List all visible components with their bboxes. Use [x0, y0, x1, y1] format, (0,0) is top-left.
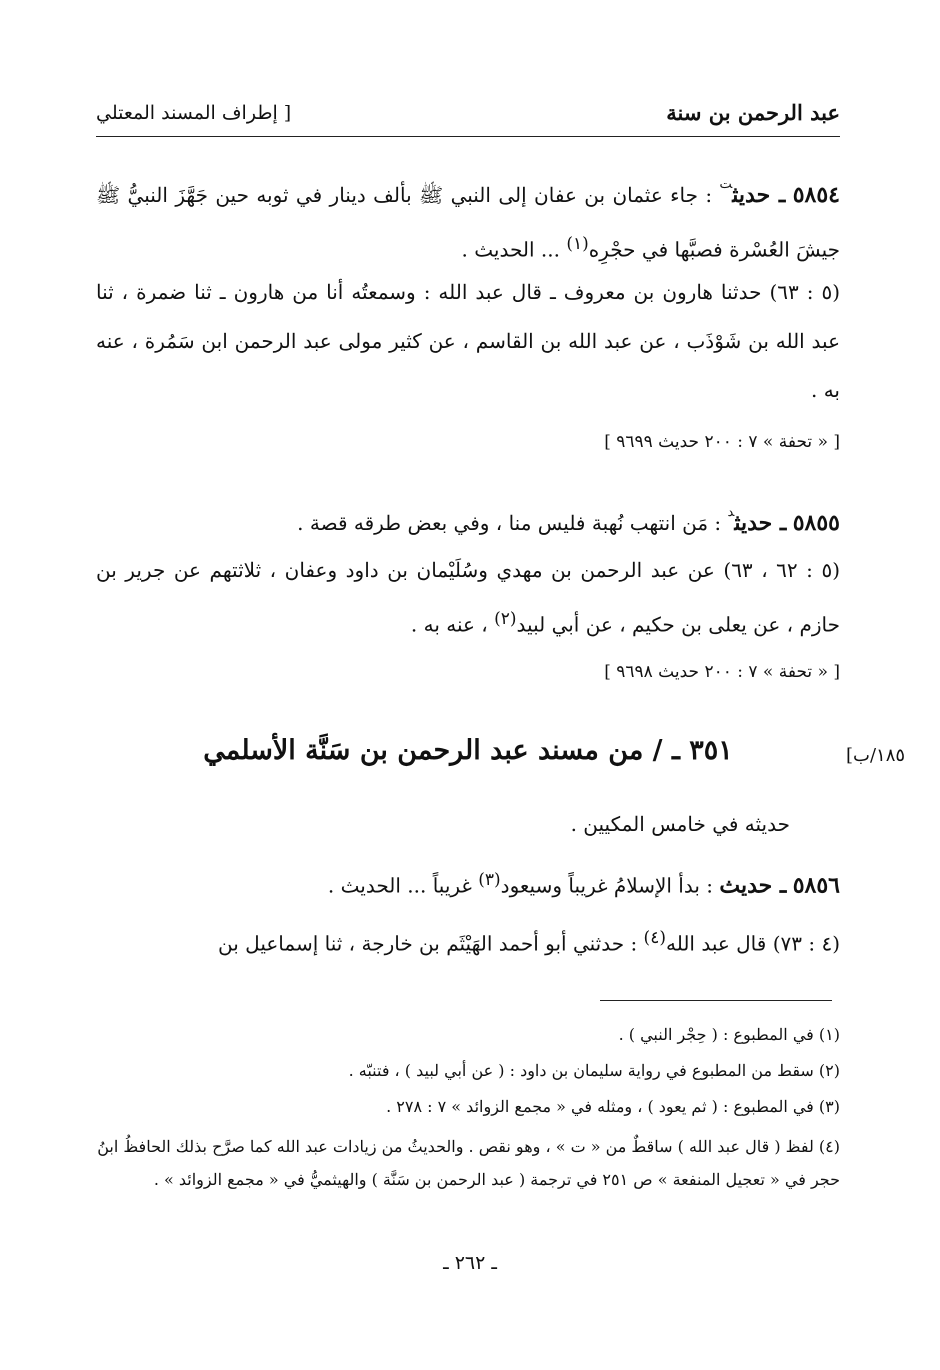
- tuhfa-ref-5855: [ « تحفة » ٧ : ٢٠٠ حديث ٩٦٩٨ ]: [604, 662, 840, 682]
- hadith-keyword: ـ حديث: [732, 182, 786, 208]
- source-mark: د: [727, 505, 735, 520]
- hadith-number: ٥٨٥٤: [792, 182, 840, 208]
- hadith-text: : مَن انتهب نُهبة فليس منا ، وفي بعض طرقه قصة .: [297, 511, 722, 535]
- hadith-keyword: ـ حديث: [734, 510, 787, 536]
- footnote-rule: [600, 1000, 832, 1001]
- hadith-text: : جاء عثمان بن عفان إلى النبي ﷺ بألف دينار في ثوبه حين جَهَّزَ النبيُّ ﷺ جيشَ العُسْرة فصبَّها في حجْرِه: [96, 183, 840, 262]
- hadith-tail: غريباً ... الحديث .: [327, 873, 472, 898]
- section-intro: حديثه في خامس المكيين .: [570, 812, 790, 836]
- tuhfa-ref-5854: [ « تحفة » ٧ : ٢٠٠ حديث ٩٦٩٩ ]: [604, 432, 840, 452]
- hadith-number: ٥٨٥٦: [792, 872, 840, 899]
- running-header: [96, 100, 840, 130]
- footnote-ref: (١): [566, 234, 589, 254]
- hadith-5855: [96, 488, 840, 548]
- isnad-5855: [96, 546, 840, 650]
- footnote-2: (٢) سقط من المطبوع في رواية سليمان بن داود : ( عن أبي لبيد ) ، فتنبّه .: [348, 1061, 840, 1080]
- page-number: ـ ٢٦٢ ـ: [443, 1252, 497, 1274]
- footnote-3: (٣) في المطبوع : ( ثم يعود ) ، ومثله في « مجمع الزوائد » ٧ : ٢٧٨ .: [386, 1097, 840, 1116]
- footnote-ref: (٤): [643, 928, 666, 948]
- hadith-keyword: ـ حديث: [719, 872, 787, 899]
- footnote-4: (٤) لفظ ( قال عبد الله ) ساقطٌ من « ت » ، وهو نقص . والحديثُ من زيادات عبد الله كما صرَّح بذلك الحافظُ ابنُ حجر في « تعجيل المنفعة » ص ٢٥١ في ترجمة ( عبد الرحمن بن سَنَّة ) والهيثميُّ في « مجمع الزوائد » .: [97, 1137, 840, 1189]
- isnad-5856: [96, 914, 840, 969]
- isnad-tail: : حدثني أبو أحمد الهَيْثَم بن خارجة ، ثنا إسماعيل بن: [218, 931, 638, 956]
- source-mark: ت: [719, 177, 733, 192]
- hadith-text: : بدأ الإسلامُ غريباً وسيعود: [500, 873, 714, 898]
- isnad-tail: ، عنه به .: [410, 612, 488, 637]
- header-title: عبد الرحمن بن سنة: [666, 100, 840, 125]
- isnad-text: (٥ : ٦٢ ، ٦٣) عن عبد الرحمن بن مهدي وسُلَيْمان بن داود وعفان ، ثلاثتهم عن جرير بن حازم ، عن يعلى بن حكيم ، عن أبي لبيد: [96, 558, 840, 637]
- isnad-text: (٤ : ٧٣) قال عبد الله: [665, 931, 840, 956]
- hadith-tail: ... الحديث .: [461, 237, 560, 262]
- hadith-5856: [96, 856, 840, 911]
- section-heading: ٣٥١ ـ / من مسند عبد الرحمن بن سَنَّة الأسلمي: [203, 735, 733, 766]
- hadith-number: ٥٨٥٥: [792, 510, 840, 536]
- isnad-5854: (٥ : ٦٣) حدثنا هارون بن معروف ـ قال عبد الله : وسمعتُه أنا من هارون ـ ثنا ضمرة ، ثنا عبد الله بن شَوْذَب ، عن عبد الله بن القاسم ، عن كثير مولى عبد الرحمن ابن سَمُرة ، عنه به .: [96, 280, 840, 402]
- footnote-ref: (٢): [494, 609, 517, 629]
- header-rule: [96, 136, 840, 137]
- footnote-1: (١) في المطبوع : ( حِجْر النبي ) .: [618, 1025, 840, 1044]
- header-book-title: [ إطراف المسند المعتلي: [96, 102, 292, 124]
- manuscript-folio-note: ١٨٥/ب]: [846, 745, 906, 766]
- hadith-5854: [96, 160, 840, 275]
- footnote-ref: (٣): [478, 870, 501, 890]
